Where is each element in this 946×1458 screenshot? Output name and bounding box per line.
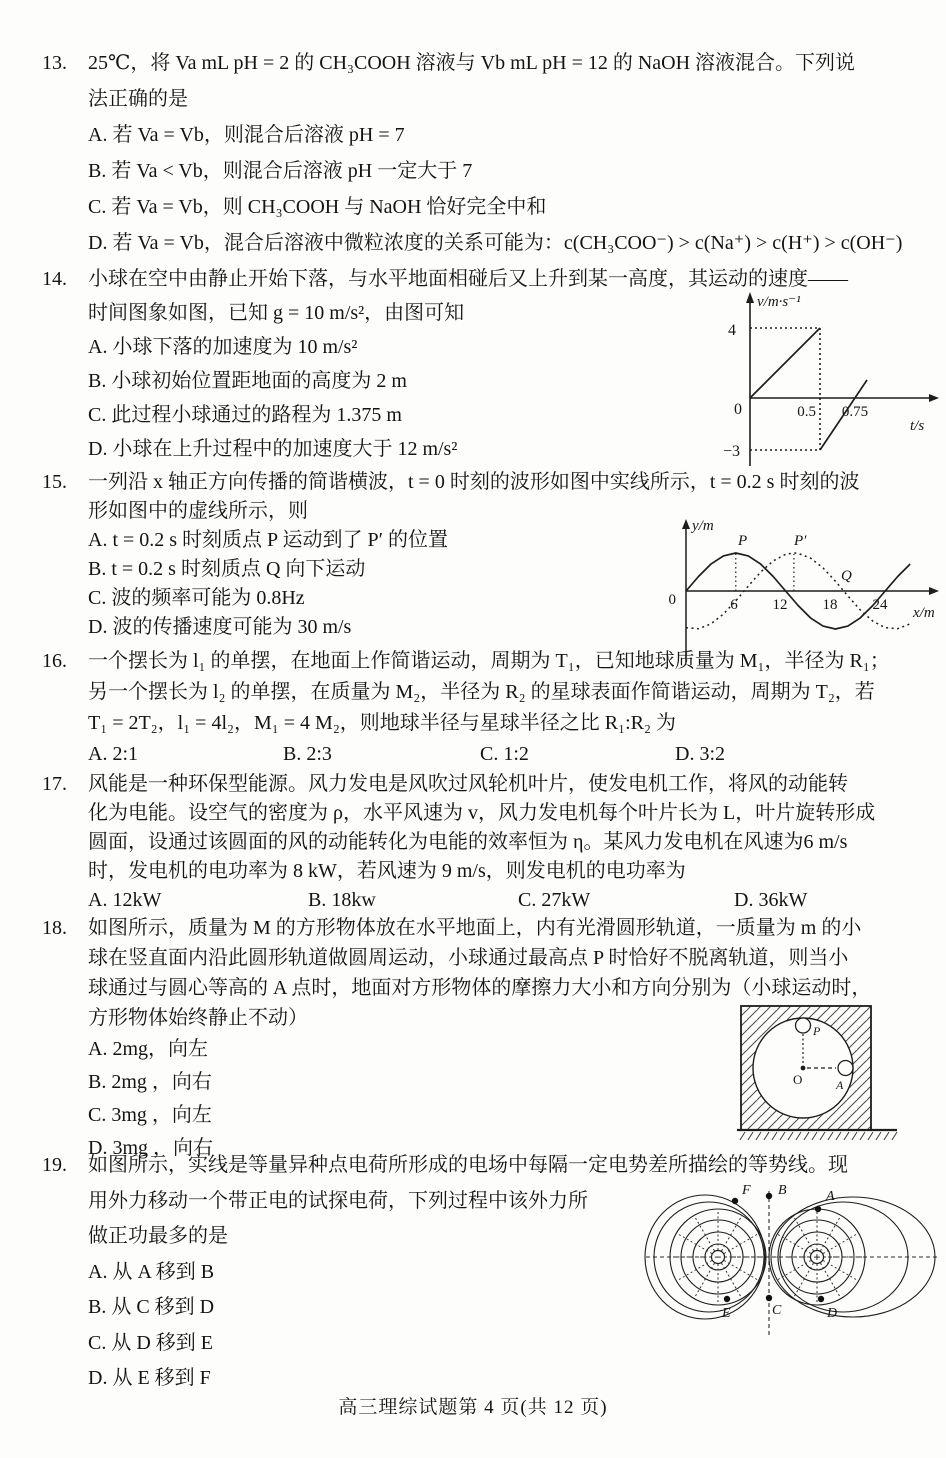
ball-at-a [838,1061,853,1076]
stem-line: 如图所示，实线是等量异种点电荷所形成的电场中每隔一定电势差所描绘的等势线。现 [88,1154,848,1176]
option-d: D. 从 E 移到 F [88,1367,211,1389]
point-q-label: Q [841,568,852,584]
stem-line: 用外力移动一个带正电的试探电荷，下列过程中该外力所 [88,1189,588,1212]
negative-charge-sign: − [714,1249,722,1265]
option-a: A. 若 Va = Vb，则混合后溶液 pH = 7 [88,124,405,146]
y-axis-label: y/m [692,518,714,534]
option-c: C. 27kW [518,889,591,911]
page-footer: 高三理综试题第 4 页(共 12 页) [338,1397,608,1418]
x-tick-18: 18 [822,597,838,613]
option-a: A. 2:1 [88,743,138,765]
option-d: D. 小球在上升过程中的加速度大于 12 m/s² [88,438,458,460]
point-e-label: E [722,1306,731,1321]
option-b: B. 18kw [308,889,376,911]
question-number: 18. [42,917,67,939]
stem-line: T₁ = 2T₂，l₁ = 4l₂，M₁ = 4 M₂，则地球半径与星球半径之比 R₁:R₂ 为 [88,712,676,734]
option-d: D. 波的传播速度可能为 30 m/s [88,616,352,638]
x-tick-12: 12 [772,597,788,613]
stem-line: 另一个摆长为 l₂ 的单摆，在质量为 M₂，半径为 R₂ 的星球表面作简谐运动，周期为 T₂，若 [88,681,875,703]
question-number: 19. [42,1154,67,1176]
stem-line: 化为电能。设空气的密度为 ρ，水平风速为 v，风力发电机每个叶片长为 L，叶片旋转形成 [88,802,876,824]
option-d: D. 3:2 [675,743,725,765]
option-b: B. 小球初始位置距地面的高度为 2 m [88,370,407,392]
stem-line: 时间图象如图，已知 g = 10 m/s²，由图可知 [88,302,465,324]
point-d-label: D [827,1306,838,1321]
point-p-label: P [813,1024,821,1038]
origin-label: 0 [668,592,676,608]
point-c-label: C [772,1303,782,1318]
stem-line: 做正功最多的是 [88,1225,228,1247]
y-axis-label: v/m·s⁻¹ [757,294,801,310]
option-a: A. 小球下落的加速度为 10 m/s² [88,336,358,358]
y-tick-4: 4 [728,322,736,339]
question-number: 15. [42,471,67,493]
question-number: 13. [42,52,67,74]
point-p-label: P [738,533,748,549]
center-o-label: O [793,1072,803,1087]
stem-line: 球通过与圆心等高的 A 点时，地面对方形物体的摩擦力大小和方向分别为（小球运动时， [88,977,872,999]
stem-line: 时，发电机的电功率为 8 kW，若风速为 9 m/s，则发电机的电功率为 [88,860,686,882]
stem-line: 如图所示，质量为 M 的方形物体放在水平地面上，内有光滑圆形轨道，一质量为 m 的小 [88,917,862,939]
stem-line: 一个摆长为 l₁ 的单摆，在地面上作简谐运动，周期为 T₁，已知地球质量为 M₁，半径为 R₁； [88,650,890,672]
question-17 [42,770,934,915]
stem-line: 圆面，设通过该圆面的风的动能转化为电能的效率恒为 η。某风力发电机在风速为6 m/s [88,831,848,853]
option-d: D. 36kW [734,889,808,911]
stem-line: 风能是一种环保型能源。风力发电是风吹过风轮机叶片，使发电机工作，将风的动能转 [88,773,848,795]
x-tick-05: 0.5 [797,404,816,420]
stem-line: 球在竖直面内沿此圆形轨道做圆周运动，小球通过最高点 P 时恰好不脱离轨道，则当小 [88,947,849,969]
option-b: B. t = 0.2 s 时刻质点 Q 向下运动 [88,558,366,580]
x-axis-label: t/s [910,418,925,434]
option-c: C. 1:2 [480,743,529,765]
option-c: C. 从 D 移到 E [88,1331,213,1354]
wave-diagram [648,516,943,666]
question-number: 17. [42,773,67,795]
option-b: B. 从 C 移到 D [88,1296,215,1318]
positive-charge-sign: + [813,1249,821,1265]
point-f-label: F [742,1183,751,1198]
option-c: C. 若 Va = Vb，则 CH₃COOH 与 NaOH 恰好完全中和 [88,196,547,218]
x-tick-6: 6 [730,597,738,613]
point-a-label: A [826,1189,835,1204]
option-d: D. 3mg ，向右 [88,1137,213,1159]
point-p-prime-label: P′ [794,533,807,549]
velocity-time-graph [700,288,940,476]
stem-line: 形如图中的虚线所示，则 [88,500,308,522]
stem-line: 小球在空中由静止开始下落，与水平地面相碰后又上升到某一高度，其运动的速度—— [88,268,848,290]
origin-label: 0 [734,401,742,418]
x-axis-label: x/m [913,605,935,621]
stem-line: 25℃，将 Va mL pH = 2 的 CH₃COOH 溶液与 Vb mL pH = 12 的 NaOH 溶液混合。下列说 [88,52,856,74]
point-b-label: B [778,1183,787,1198]
point-a-label: A [836,1078,844,1092]
stem-line: 一列沿 x 轴正方向传播的简谐横波，t = 0 时刻的波形如图中实线所示，t = 0.2 s 时刻的波 [88,471,860,493]
x-tick-075: 0.75 [841,404,869,420]
x-tick-24: 24 [872,597,888,613]
option-d: D. 若 Va = Vb，混合后溶液中微粒浓度的关系可能为：c(CH₃COO⁻) > c(Na⁺) > c(H⁺) > c(OH⁻) [88,232,903,254]
y-tick-neg3: −3 [722,443,740,460]
option-a: A. 2mg，向左 [88,1038,208,1060]
question-number: 16. [42,650,67,672]
question-16 [42,646,934,770]
option-a: A. 12kW [88,889,162,911]
option-c: C. 此过程小球通过的路程为 1.375 m [88,404,402,426]
option-c: C. 波的频率可能为 0.8Hz [88,587,305,609]
option-b: B. 2:3 [283,743,332,765]
equipotential-diagram [643,1180,943,1350]
option-b: B. 2mg ，向右 [88,1071,212,1093]
option-a: A. 从 A 移到 B [88,1260,215,1283]
ground-hatching [740,1132,897,1140]
question-13 [42,45,934,261]
option-c: C. 3mg ，向左 [88,1104,212,1126]
question-number: 14. [42,268,67,290]
ball-at-p [796,1018,811,1033]
option-b: B. 若 Va < Vb，则混合后溶液 pH 一定大于 7 [88,160,473,182]
option-a: A. t = 0.2 s 时刻质点 P 运动到了 P′ 的位置 [88,529,448,551]
block-circle-diagram [737,1000,902,1150]
stem-line: 法正确的是 [88,88,188,110]
stem-line: 方形物体始终静止不动） [88,1007,308,1029]
center-o-dot [801,1066,806,1071]
